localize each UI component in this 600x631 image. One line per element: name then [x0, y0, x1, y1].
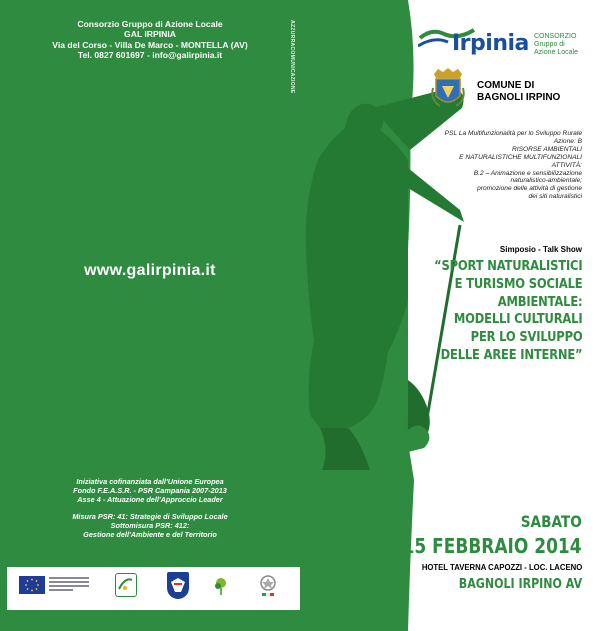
event-type: Simposio - Talk Show	[499, 245, 582, 254]
coat-of-arms-icon	[430, 66, 466, 110]
event-day: SABATO	[520, 512, 582, 531]
comune-label	[477, 80, 560, 103]
comune-line: COMUNE DI	[477, 80, 535, 91]
title-line: E TURISMO SOCIALE	[454, 276, 582, 292]
title-line: AMBIENTALE:	[497, 294, 582, 310]
funding-line: Sottomisura PSR: 412:	[110, 520, 190, 530]
eu-flag-icon	[19, 576, 45, 594]
psr-icon	[212, 576, 230, 596]
title-line: MODELLI CULTURALI	[453, 312, 582, 328]
consorzio-label	[534, 33, 578, 58]
funding-line: Misura PSR: 41: Strategie di Sviluppo Locale	[72, 512, 228, 522]
funding-block	[0, 478, 300, 540]
repubblica-italiana-icon	[259, 574, 277, 598]
irpinia-wordmark: Irpinia	[452, 31, 529, 56]
consorzio-line: Azione Locale	[534, 49, 578, 57]
header-line: Tel. 0827 601697 - info@galirpinia.it	[77, 49, 223, 60]
psl-line: promozione delle attività di gestione	[477, 185, 582, 193]
title-line: PER LO SVILUPPO	[470, 330, 582, 346]
comune-line: BAGNOLI IRPINO	[477, 91, 561, 103]
event-title	[434, 258, 582, 365]
header-line: Via del Corso - Villa De Marco - MONTELLA (AV)	[52, 39, 248, 50]
eu-text-icon	[49, 575, 89, 595]
psl-line: B.2 – Animazione e sensibilizzazione	[473, 169, 582, 177]
title-line: “SPORT NATURALISTICI	[433, 259, 582, 274]
funding-line: Asse 4 - Attuazione dell'Approccio Leader	[77, 494, 223, 504]
consorzio-line: Gruppo di	[534, 41, 565, 49]
psl-line: PSL La Multifunzionalità per lo Sviluppo Rurale	[444, 130, 582, 137]
regione-campania-icon	[167, 572, 189, 599]
event-venue: HOTEL TAVERNA CAPOZZI - LOC. LACENO	[421, 562, 582, 572]
vertical-credit: AZZURRACOMUNICAZIONE	[289, 20, 295, 94]
gal-header	[0, 19, 300, 60]
funding-line: Fondo F.E.A.S.R. - PSR Campania 2007-2013	[73, 485, 227, 495]
funding-line: Iniziativa cofinanziata dall'Unione Europea	[76, 477, 224, 486]
event-date: 15 FEBBRAIO 2014	[403, 534, 582, 558]
event-place: BAGNOLI IRPINO AV	[458, 577, 582, 592]
title-line: DELLE AREE INTERNE”	[440, 347, 582, 363]
psl-line: naturalistico-ambientale;	[510, 177, 582, 185]
sponsor-logos	[7, 567, 300, 610]
psl-line: E NATURALISTICHE MULTIFUNZIONALI	[459, 153, 582, 161]
website-link[interactable]: www.galirpinia.it	[84, 262, 216, 279]
psl-line: dei siti naturalistici	[528, 193, 582, 201]
consorzio-line: CONSORZIO	[534, 33, 577, 40]
psl-line: Azione: B	[553, 137, 582, 145]
funding-line: Gestione dell'Ambiente e del Territorio	[83, 529, 217, 539]
psl-line: RISORSE AMBIENTALI	[512, 145, 582, 153]
psl-line: ATTIVITÀ:	[551, 161, 582, 169]
header-line: GAL IRPINIA	[124, 29, 176, 40]
leader-icon	[115, 573, 137, 597]
header-line: Consorzio Gruppo di Azione Locale	[77, 19, 223, 29]
psl-description	[445, 130, 582, 201]
